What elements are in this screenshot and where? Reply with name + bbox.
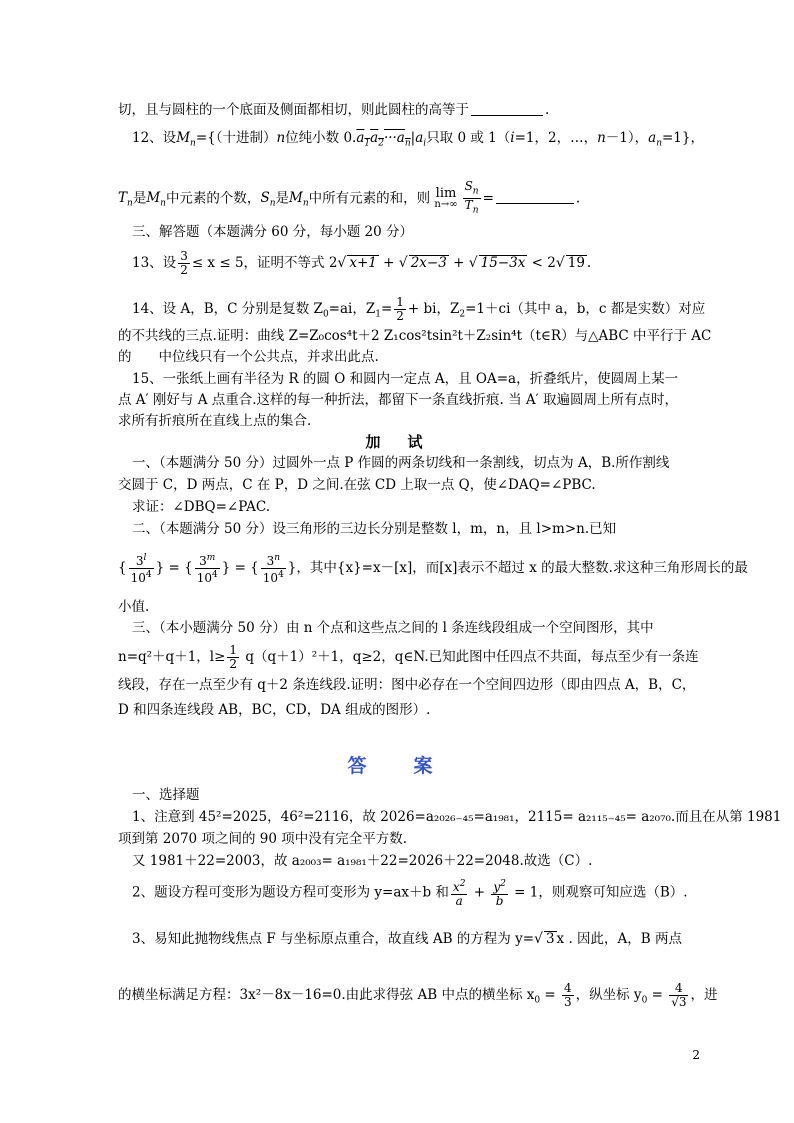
limit-symbol: lim n→∞: [434, 185, 458, 210]
problem-12-line2: $T_n$是$M_n$中元素的个数，$S_n$是$M_n$中所有元素的和，则 lim n→∞ $\frac{S_n}{T_n}$ = .: [118, 179, 581, 216]
problem-13: 13、设 $\frac{3}{2}$ ≤ x ≤ 5，证明不等式 2√ x+1 + √ 2x−3 + √ 15−3x < 2√ 19 .: [132, 249, 592, 277]
heading-answer: 答 案: [347, 755, 447, 777]
answer-blank: [471, 101, 543, 116]
answer-2: 2、题设方程可变形为题设方程可变形为 y=ax＋b 和 $\frac{x^2}{a}$ + $\frac{y^2}{b}$ = 1，则观察可知应选（B）.: [132, 879, 688, 908]
fraction: $\frac{S_n}{T_n}$: [464, 179, 479, 216]
problem-15-line1: 15、一张纸上画有半径为 R 的圆 O 和圆内一定点 A，且 OA=a，折叠纸片，使圆周上某一: [132, 371, 679, 387]
problem-14-line1: 14、设 A，B，C 分别是复数 $Z_0=ai$，$Z_1=$ $\frac{1}{2}$ + bi，$Z_2=1+ci$（其中 a，b，c 都是实数）对应: [132, 295, 706, 323]
problem-15-line3: 求所有折痕所在直线上点的集合.: [118, 413, 312, 429]
section-3-heading: 三、解答题（本题满分 60 分，每小题 20 分）: [132, 224, 414, 240]
extra-q3-line3: 线段，存在一点至少有 q＋2 条连线段.证明：图中必存在一个空间四边形（即由四点 A，B，C，: [118, 677, 696, 693]
extra-q3-line2: n=q²＋q＋1，l≥ $\frac{1}{2}$ q（q＋1）²＋1，q≥2，q∈N.已知此图中任四点不共面，每点至少有一条连: [118, 643, 699, 671]
extra-q3-line4: D 和四条连线段 AB，BC，CD，DA 组成的图形）.: [118, 702, 431, 718]
heading-jiashi: 加 试: [365, 433, 429, 451]
problem-15-line2: 点 A′ 刚好与 A 点重合.这样的每一种折法，都留下一条直线折痕. 当 A′ 取遍圆周上所有点时，: [118, 392, 678, 408]
extra-q3-line1: 三、（本小题满分 50 分）由 n 个点和这些点之间的 l 条连线段组成一个空间图形，其中: [132, 620, 654, 636]
extra-q2-line2: { $\frac{3^l}{10^4}$ } = { $\frac{3^m}{10^4}$ } = { $\frac{3^n}{10^4}$ }，其中{x}=x－[x]，而[x]表示不超过 x 的最大整数.求这种三角形周长的最: [118, 553, 748, 585]
text: 切，且与圆柱的一个底面及侧面都相切，则此圆柱的高等于: [118, 102, 469, 118]
problem-12-line1: 12、设$M_n=${（十进制）n位纯小数 $0.a_1a_2\cdot\cdot\cdot a_n|a_i$只取 0 或 1（i=1，2，…，n－1），$a_n=1$}，: [132, 130, 704, 149]
answer-3-line2: 的横坐标满足方程：3x²－8x－16=0.由此求得弦 AB 中点的横坐标 $x_0$ = $\frac{4}{3}$ ，纵坐标 $y_0$ = $\frac{4}{√3}$ ，进: [118, 981, 718, 1009]
extra-q2-line1: 二、（本题满分 50 分）设三角形的三边长分别是整数 l，m，n，且 l>m>n.已知: [132, 521, 617, 537]
answer-1-line2: 项到第 2070 项之间的 90 项中没有完全平方数.: [118, 831, 407, 847]
page-number: 2: [692, 1048, 700, 1062]
problem-14-line2: 的不共线的三点.证明：曲线 Z=Z₀cos⁴t＋2 Z₁cos²tsin²t＋Z₂sin⁴t（t∈R）与△ABC 中平行于 AC: [118, 328, 712, 344]
answer-blank: [496, 189, 574, 204]
answer-section-heading: 一、选择题: [132, 787, 200, 803]
extra-q1-line2: 交圆于 C，D 两点，C 在 P，D 之间.在弦 CD 上取一点 Q，使∠DAQ=∠PBC.: [118, 477, 596, 493]
answer-3-line1: 3、易知此抛物线焦点 F 与坐标原点重合，故直线 AB 的方程为 y=√ 3 x . 因此，A，B 两点: [132, 931, 682, 947]
answer-1-line3: 又 1981＋22=2003，故 a₂₀₀₃= a₁₉₈₁＋22=2026＋22=2048.故选（C）.: [132, 853, 593, 869]
problem-14-line3: 的 中位线只有一个公共点，并求出此点.: [118, 349, 379, 365]
extra-q1-line1: 一、（本题满分 50 分）过圆外一点 P 作圆的两条切线和一条割线，切点为 A，B.所作割线: [132, 455, 670, 471]
extra-q1-line3: 求证：∠DBQ=∠PAC.: [132, 499, 270, 515]
extra-q2-line3: 小值.: [118, 599, 150, 615]
line-problem11-end: 切，且与圆柱的一个底面及侧面都相切，则此圆柱的高等于 .: [118, 102, 550, 118]
answer-1-line1: 1、注意到 45²=2025，46²=2116，故 2026=a₂₀₂₆₋₄₅=a₁₉₈₁，2115= a₂₁₁₅₋₄₅= a₂₀₇₀.而且在从第 1981: [132, 809, 782, 825]
